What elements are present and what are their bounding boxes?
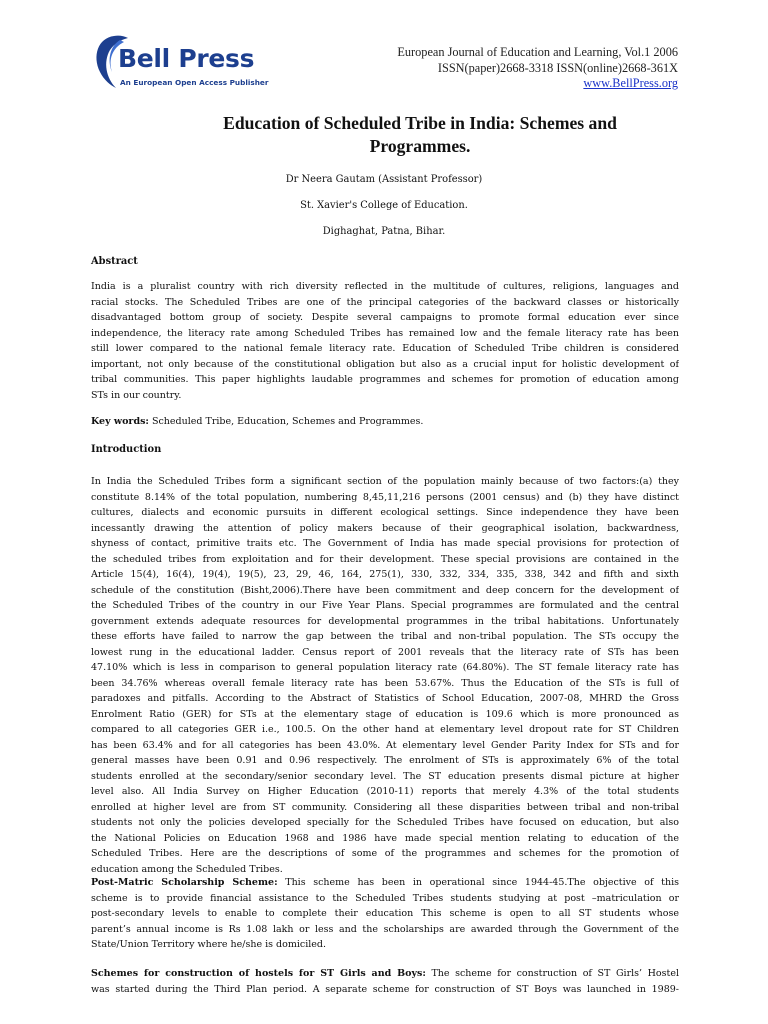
author-affiliation: St. Xavier's College of Education.: [300, 200, 468, 211]
post-matric-intro: This scheme has been in operational since 1944-45.The objective of this: [277, 877, 679, 888]
post-matric-label: Post-Matric Scholarship Scheme:: [91, 877, 278, 888]
hostel-intro: The scheme for construction of ST Girls’ Hostel: [425, 968, 679, 979]
keywords: [91, 414, 679, 430]
text-line: enrolled at higher level are from ST community. Considering all these disparities between tribal and non-tribal: [91, 801, 679, 813]
introduction-heading: Introduction: [91, 444, 162, 455]
text-line: still lower compared to the national female literacy rate. Education of Scheduled Tribe children is considered: [91, 343, 679, 354]
issn-numbers: ISSN(paper)2668-3318 ISSN(online)2668-361X: [437, 60, 678, 75]
text-line: constitute 8.14% of the total population, numbering 8,45,11,216 persons (2001 census) and (b) they have distinct: [91, 491, 679, 503]
text-line: compared to all categories GER i.e., 100.5. On the other hand at elementary level dropout rate for ST Children: [91, 724, 679, 735]
text-line: State/Union Territory where he/she is domiciled.: [91, 939, 326, 950]
text-line: education among the Scheduled Tribes.: [91, 863, 283, 875]
text-line: government extends adequate resources for developmental programmes in the tribal habitations. Unfortunately: [91, 615, 679, 627]
text-line: the scheduled tribes from exploitation and for their development. These special provisions are contained in the: [91, 553, 679, 565]
text-line: general masses have been 0.91 and 0.96 respectively. The enrolment of STs is approximately 6% of the total: [91, 755, 679, 766]
text-line: [91, 875, 679, 891]
text-line: disadvantaged bottom group of society. Despite several campaigns to promote formal education ever since: [91, 312, 679, 323]
text-line: STs in our country.: [91, 389, 182, 401]
text-line: post-secondary levels to enable to complete their education This scheme is open to all ST students whose: [91, 908, 679, 919]
logo-name: Bell Press: [118, 44, 255, 73]
text-line: students not only the policies developed specially for the Scheduled Tribes have focused on education, but also: [91, 817, 679, 828]
text-line: was started during the Third Plan period. A separate scheme for construction of ST Boys was launched in 1989-: [91, 983, 679, 995]
website-link[interactable]: www.BellPress.org: [583, 76, 678, 90]
text-line: scheme is to provide financial assistance to the Scheduled Tribes students studying at post –matriculation or: [91, 892, 679, 904]
text-line: 47.10% which is less in comparison to general population literacy rate (64.80%). The ST female literacy rate has: [91, 662, 679, 673]
text-line: racial stocks. The Scheduled Tribes are one of the principal categories of the backward classes or historically: [91, 296, 679, 308]
text-line: students enrolled at the secondary/senior secondary level. The ST education presents dismal picture at higher: [91, 770, 679, 782]
text-line: [91, 966, 679, 982]
text-line: tribal communities. This paper highlights laudable programmes and schemes for promotion of education among: [91, 374, 679, 385]
keywords-label: Key words:: [91, 416, 149, 427]
abstract-text: [91, 279, 679, 403]
logo-tagline: An European Open Access Publisher: [120, 78, 269, 87]
post-matric-scheme: [91, 875, 679, 953]
text-line: Enrolment Ratio (GER) for STs at the elementary stage of education is 109.6 which is more pronounced as: [91, 708, 679, 720]
text-line: been 34.76% whereas overall female literacy rate has been 53.67%. Thus the Education of the STs is full of: [91, 677, 679, 689]
text-line: the Scheduled Tribes of the country in our Five Year Plans. Special programmes are formulated and the central: [91, 600, 679, 611]
text-line: these efforts have failed to narrow the gap between the tribal and non-tribal population. The STs occupy the: [91, 631, 679, 642]
journal-info: [397, 45, 678, 92]
keywords-line: [91, 414, 679, 430]
title-line: Education of Scheduled Tribe in India: Schemes and: [223, 113, 617, 133]
text-line: parent’s annual income is Rs 1.08 lakh or less and the scholarships are awarded through the Government of the: [91, 923, 679, 935]
abstract-heading: Abstract: [91, 256, 138, 267]
introduction-text: [91, 474, 679, 877]
text-line: Article 15(4), 16(4), 19(4), 19(5), 23, 29, 46, 164, 275(1), 330, 332, 334, 335, 338, 342 and fifth and sixth: [91, 569, 679, 580]
text-line: has been 63.4% and for all categories has been 43.0%. At elementary level Gender Parity Index for STs and for: [91, 739, 679, 751]
hostel-scheme: [91, 966, 679, 997]
text-line: shyness of contact, primitive traits etc. The Government of India has made special provisions for protection of: [91, 538, 679, 549]
text-line: the National Policies on Education 1968 and 1986 have made special mention relating to education of the: [91, 832, 679, 844]
text-line: independence, the literacy rate among Scheduled Tribes has remained low and the female literacy rate has been: [91, 327, 679, 339]
text-line: level also. All India Survey on Higher Education (2010-11) reports that merely 4.3% of the total students: [91, 786, 679, 797]
text-line: schedule of the constitution (Bisht,2006).There have been commitment and deep concern for the development of: [91, 584, 679, 596]
title-line: Programmes.: [369, 136, 471, 156]
text-line: paradoxes and pitfalls. According to the Abstract of Statistics of School Education, 2007-08, MHRD the Gross: [91, 693, 679, 704]
text-line: incessantly drawing the attention of policy makers because of their geographical isolation, backwardness,: [91, 522, 679, 534]
bell-press-logo: [90, 32, 280, 94]
text-line: Scheduled Tribes. Here are the descriptions of some of the programmes and schemes for the promotion of: [91, 848, 679, 859]
author-name: Dr Neera Gautam (Assistant Professor): [285, 174, 483, 185]
text-line: cultures, dialects and economic pursuits in different ecological settings. Since independence they have been: [91, 507, 679, 518]
text-line: India is a pluralist country with rich diversity reflected in the multitude of cultures, religions, languages and: [91, 281, 679, 292]
author-location: Dighaghat, Patna, Bihar.: [322, 226, 446, 237]
keywords-text: Scheduled Tribe, Education, Schemes and Programmes.: [148, 416, 424, 427]
text-line: In India the Scheduled Tribes form a significant section of the population mainly because of two factors:(a) they: [91, 476, 679, 487]
text-line: important, not only because of the constitutional obligation but also as a crucial input for holistic development of: [91, 358, 679, 370]
journal-volume: European Journal of Education and Learning, Vol.1 2006: [397, 45, 678, 59]
hostel-label: Schemes for construction of hostels for ST Girls and Boys:: [91, 968, 426, 979]
text-line: lowest rung in the educational ladder. Census report of 2001 reveals that the literacy rate of STs has been: [91, 646, 679, 658]
article-title: [205, 112, 635, 158]
